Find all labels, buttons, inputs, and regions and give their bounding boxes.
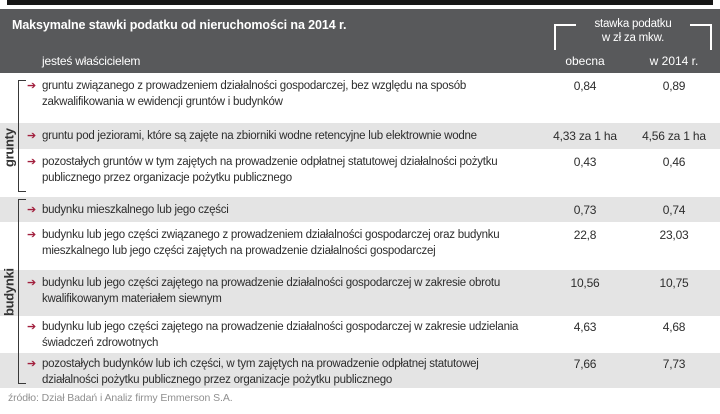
group-bracket-budynki <box>18 199 26 384</box>
rate-unit-line1: stawka podatku <box>594 18 672 30</box>
arrow-icon: ➔ <box>27 156 36 168</box>
value-current: 0,84 <box>573 79 597 93</box>
row-description-cell <box>0 154 542 186</box>
rate-unit-bracket <box>554 16 712 54</box>
row-description: budynku lub jego części zajętego na prowadzenie działalności gospodarczej w zakresie udzielania świadczeń zdrowotnych <box>42 321 519 349</box>
value-current: 22,8 <box>573 228 597 242</box>
value-current: 0,73 <box>573 203 597 217</box>
rate-unit-label <box>576 17 690 45</box>
column-header-2014: w 2014 r. <box>649 54 699 68</box>
rate-unit-line2: w zł za mkw. <box>601 32 665 44</box>
value-2014: 10,75 <box>659 276 689 290</box>
page-title: Maksymalne stawki podatku od nieruchomości na 2014 r. <box>12 18 347 32</box>
value-2014: 0,46 <box>662 155 686 169</box>
value-current: 4,63 <box>573 320 597 334</box>
arrow-icon: ➔ <box>27 321 36 333</box>
table-row <box>0 123 720 149</box>
value-2014: 4,56 za 1 ha <box>642 129 706 143</box>
table-header <box>0 9 720 73</box>
row-description: pozostałych gruntów w tym zajętych na prowadzenie odpłatnej statutowej działalności pożytku publicznego przez organizacje pożytku publicznego <box>42 156 498 184</box>
row-description: pozostałych budynków lub ich części, w tym zajętych na prowadzenie odpłatnej statutowej działalności pożytku publicznego przez organizacje pożytku publicznego <box>42 358 479 386</box>
arrow-icon: ➔ <box>27 80 36 92</box>
table-row <box>0 270 720 316</box>
table-body <box>0 73 720 388</box>
row-description: budynku mieszkalnego lub jego części <box>42 204 229 216</box>
row-description-cell <box>0 78 542 110</box>
group-bracket-grunty <box>18 80 26 192</box>
value-2014: 7,73 <box>662 357 686 371</box>
value-current: 4,33 za 1 ha <box>553 129 617 143</box>
table-row <box>0 222 720 270</box>
row-description-cell <box>0 227 542 259</box>
arrow-icon: ➔ <box>27 229 36 241</box>
row-description: gruntu pod jeziorami, które są zajęte na zbiorniki wodne retencyjne lub elektrownie wodne <box>42 130 477 142</box>
bracket-corner-left <box>554 24 576 50</box>
row-description-cell <box>0 319 542 351</box>
column-header-current: obecna <box>565 54 605 68</box>
table-row <box>0 149 720 197</box>
table-row <box>0 316 720 353</box>
arrow-icon: ➔ <box>27 358 36 370</box>
table-row <box>0 197 720 222</box>
row-description: budynku lub jego części zajętego na prowadzenie działalności gospodarczej w zakresie obrotu kwalifikowanym materiałem siewnym <box>42 277 500 305</box>
bracket-corner-right <box>690 24 712 50</box>
row-description-cell <box>0 356 542 388</box>
value-current: 0,43 <box>573 155 597 169</box>
top-accent-bar <box>7 0 713 5</box>
arrow-icon: ➔ <box>27 130 36 142</box>
table-row <box>0 353 720 388</box>
group-label-grunty: grunty <box>1 128 17 168</box>
row-description-cell <box>0 202 542 218</box>
row-description: gruntu związanego z prowadzeniem działalności gospodarczej, bez względu na sposób zakwalifikowania w ewidencji gruntów i budynków <box>42 80 467 108</box>
value-2014: 0,74 <box>662 203 686 217</box>
source-note: źródło: Dział Badań i Analiz firmy Emmerson S.A. <box>8 392 233 404</box>
arrow-icon: ➔ <box>27 277 36 289</box>
column-header-owner: jesteś właścicielem <box>42 54 141 68</box>
value-2014: 4,68 <box>662 320 686 334</box>
row-description: budynku lub jego części związanego z prowadzeniem działalności gospodarczej oraz budynku mieszkalnego lub jego części zajętych na prowadzenie działalności gospodarczej <box>42 229 500 257</box>
row-description-cell <box>0 128 542 144</box>
value-2014: 23,03 <box>659 228 689 242</box>
column-headers <box>0 54 720 68</box>
value-current: 7,66 <box>573 357 597 371</box>
table-row <box>0 73 720 123</box>
arrow-icon: ➔ <box>27 204 36 216</box>
value-current: 10,56 <box>570 276 600 290</box>
group-label-budynki: budynki <box>1 268 17 316</box>
row-description-cell <box>0 275 542 307</box>
value-2014: 0,89 <box>662 79 686 93</box>
